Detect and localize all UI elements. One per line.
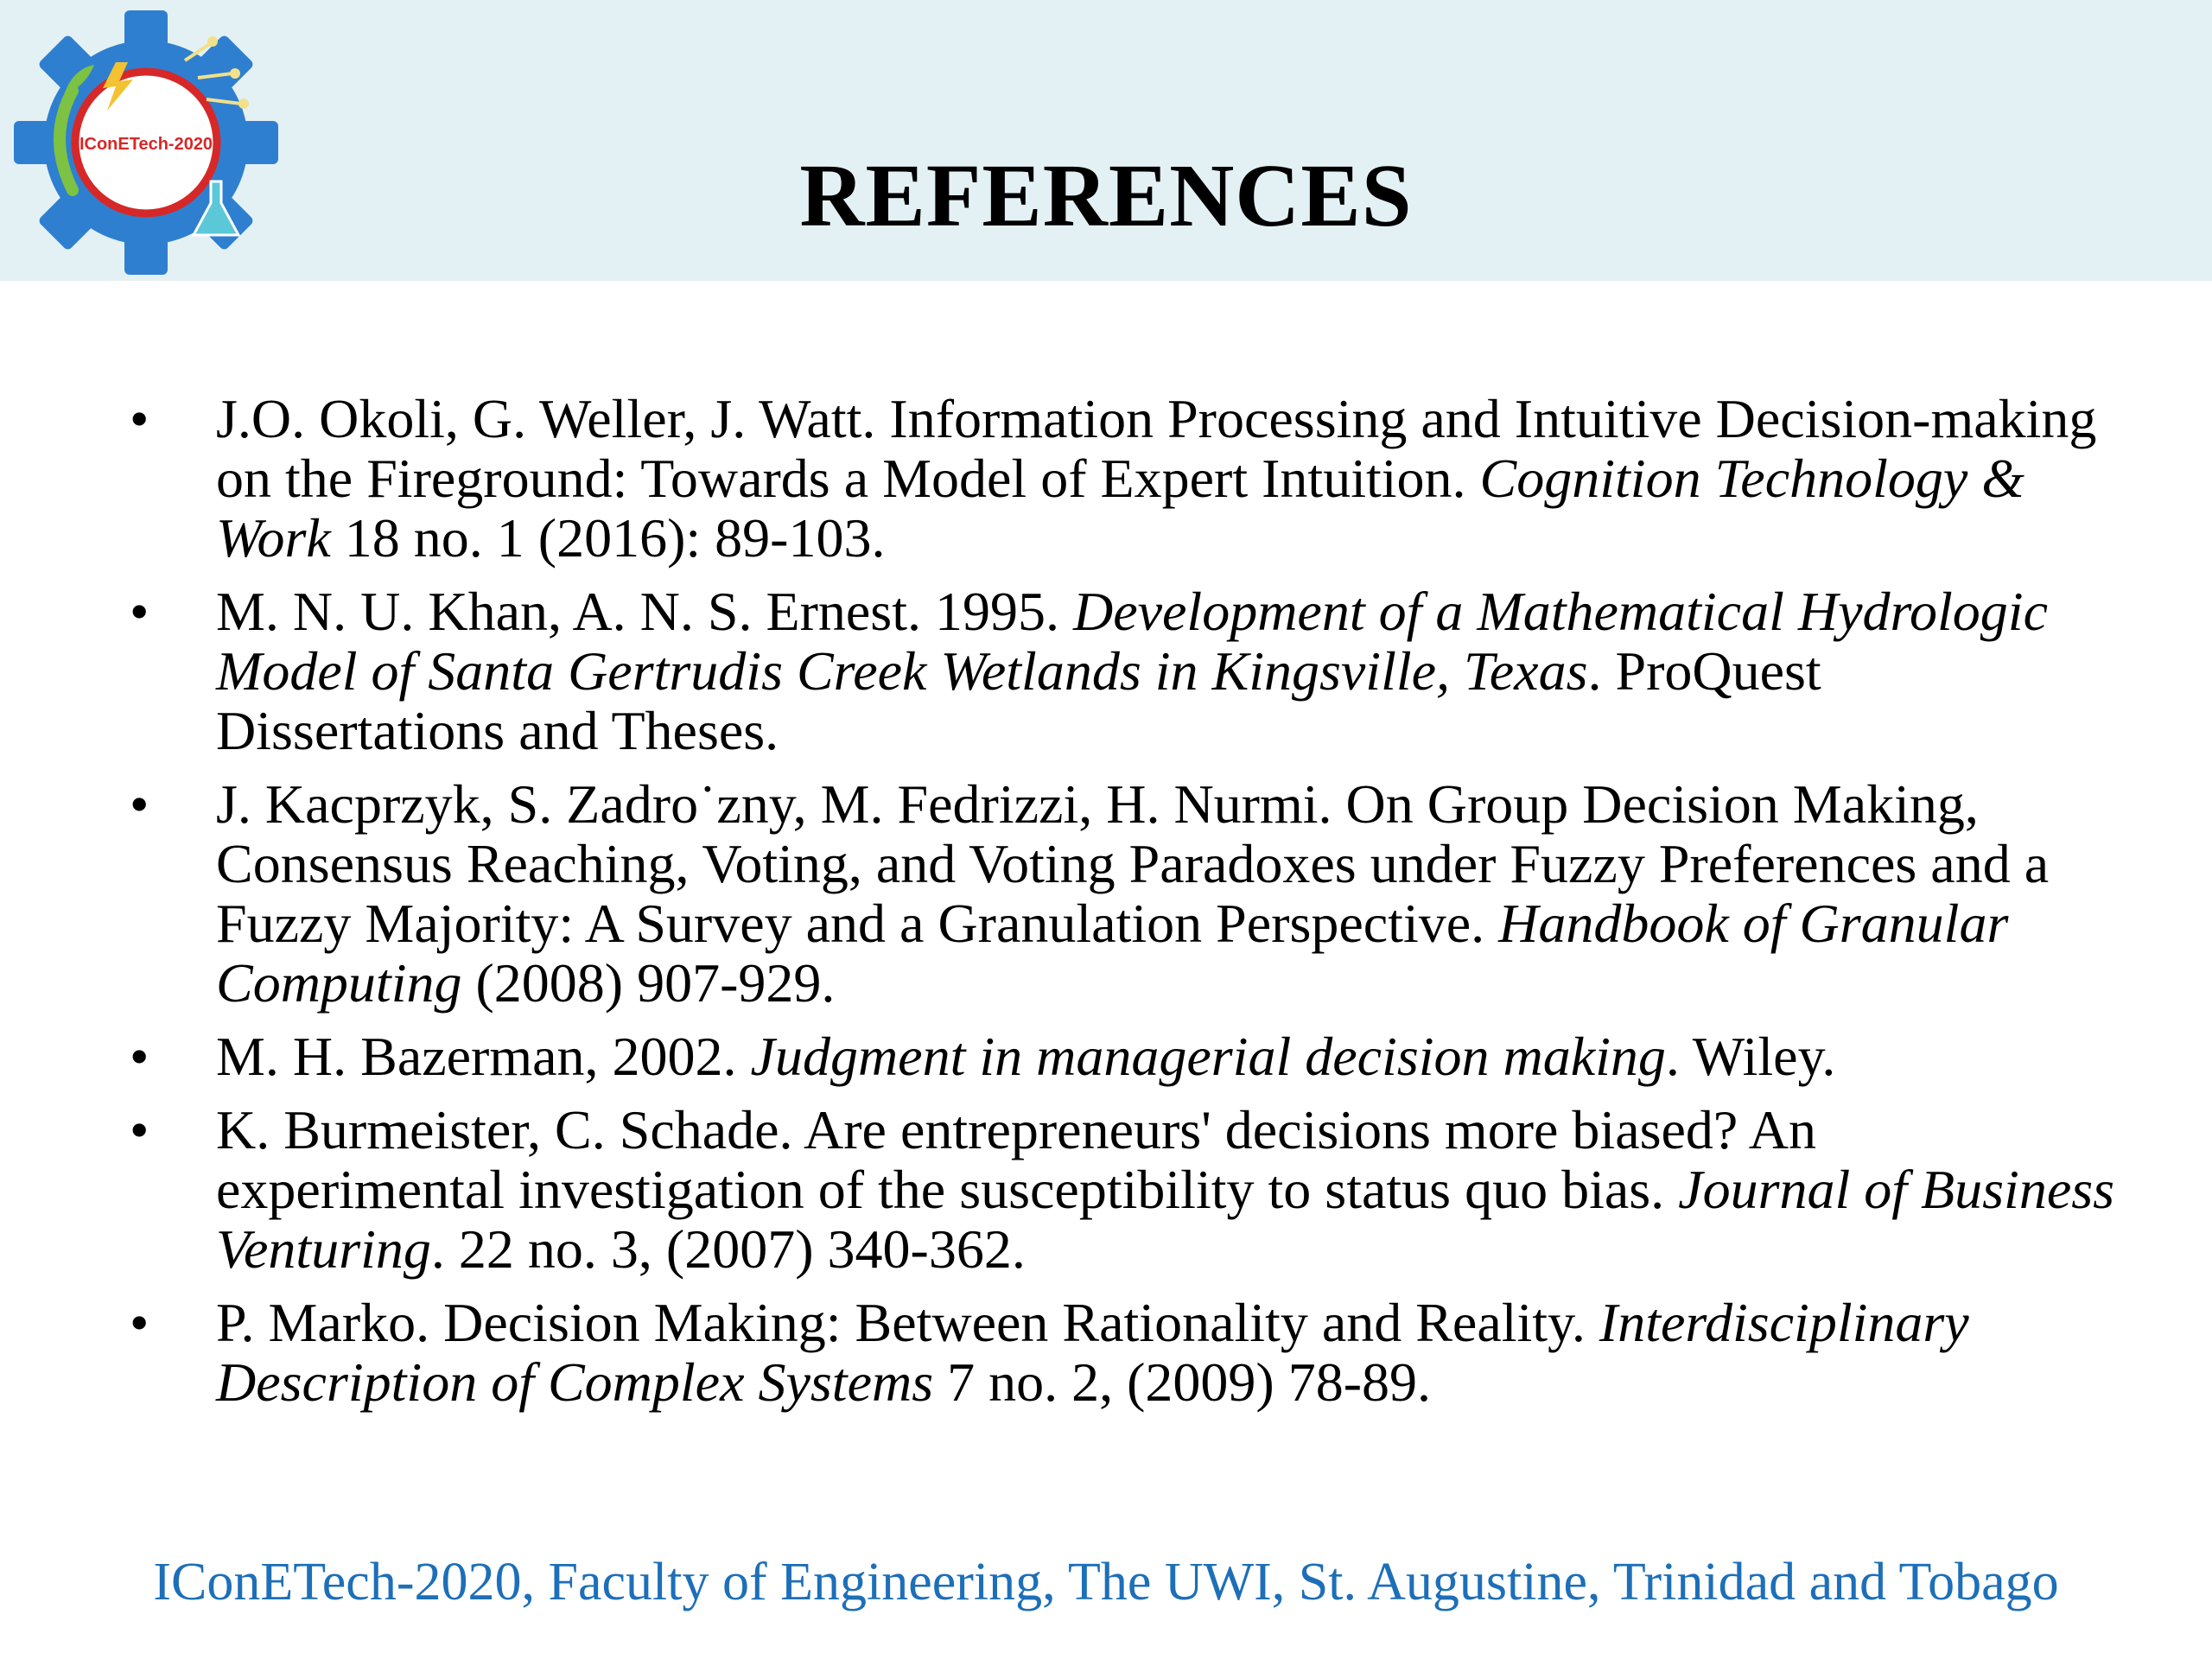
- reference-source-title: Handbook of Granular Computing: [216, 893, 2009, 1014]
- bullet-icon: •: [130, 1292, 149, 1353]
- reference-item: [130, 1100, 2117, 1279]
- reference-item: [130, 389, 2117, 568]
- reference-text: M. N. U. Khan, A. N. S. Ernest. 1995.: [216, 581, 1073, 642]
- reference-text: M. H. Bazerman, 2002.: [216, 1026, 751, 1087]
- page-title: REFERENCES: [799, 145, 1413, 245]
- reference-text: 7 no. 2, (2009) 78-89.: [933, 1351, 1432, 1413]
- reference-text: J.O. Okoli, G. Weller, J. Watt. Information Processing and Intuitive Decision-making on the Fireground: Towards a Model of Expert Intuition.: [216, 388, 2097, 509]
- reference-text: . ProQuest Dissertations and Theses.: [216, 640, 1821, 761]
- bullet-icon: •: [130, 581, 149, 642]
- reference-source-title: Cognition Technology & Work: [216, 448, 2025, 569]
- reference-item: [130, 1293, 2117, 1412]
- reference-text: . 22 no. 3, (2007) 340-362.: [430, 1218, 1026, 1280]
- reference-source-title: Judgment in managerial decision making: [750, 1026, 1666, 1087]
- bullet-icon: •: [130, 1099, 149, 1160]
- reference-text: 18 no. 1 (2016): 89-103.: [330, 507, 886, 569]
- reference-source-title: Journal of Business Venturing: [216, 1159, 2115, 1280]
- reference-text: (2008) 907-929.: [461, 952, 836, 1014]
- reference-text: . Wiley.: [1665, 1026, 1836, 1087]
- logo-text: IConETech-2020: [79, 135, 213, 154]
- references-list: [130, 389, 2117, 1426]
- bullet-icon: •: [130, 773, 149, 835]
- bullet-icon: •: [130, 1026, 149, 1087]
- bullet-icon: •: [130, 388, 149, 449]
- reference-text: K. Burmeister, C. Schade. Are entrepreneurs' decisions more biased? An experimental investigation of the susceptibility to status quo bias.: [216, 1099, 1816, 1220]
- reference-source-title: Development of a Mathematical Hydrologic Model of Santa Gertrudis Creek Wetlands in Kingsville, Texas: [216, 581, 2048, 702]
- reference-text: J. Kacprzyk, S. Zadro˙zny, M. Fedrizzi, H. Nurmi. On Group Decision Making, Consensus Reaching, Voting, and Voting Paradoxes under Fuzzy Preferences and a Fuzzy Majority: A Survey and a Granulation Perspective.: [216, 773, 2050, 954]
- reference-item: [130, 774, 2117, 1013]
- reference-text: P. Marko. Decision Making: Between Rationality and Reality.: [216, 1292, 1599, 1353]
- footer-text: IConETech-2020, Faculty of Engineering, The UWI, St. Augustine, Trinidad and Tobago: [153, 1553, 2059, 1611]
- reference-item: [130, 582, 2117, 760]
- reference-source-title: Interdisciplinary Description of Complex Systems: [216, 1292, 1969, 1413]
- reference-item: [130, 1027, 2117, 1086]
